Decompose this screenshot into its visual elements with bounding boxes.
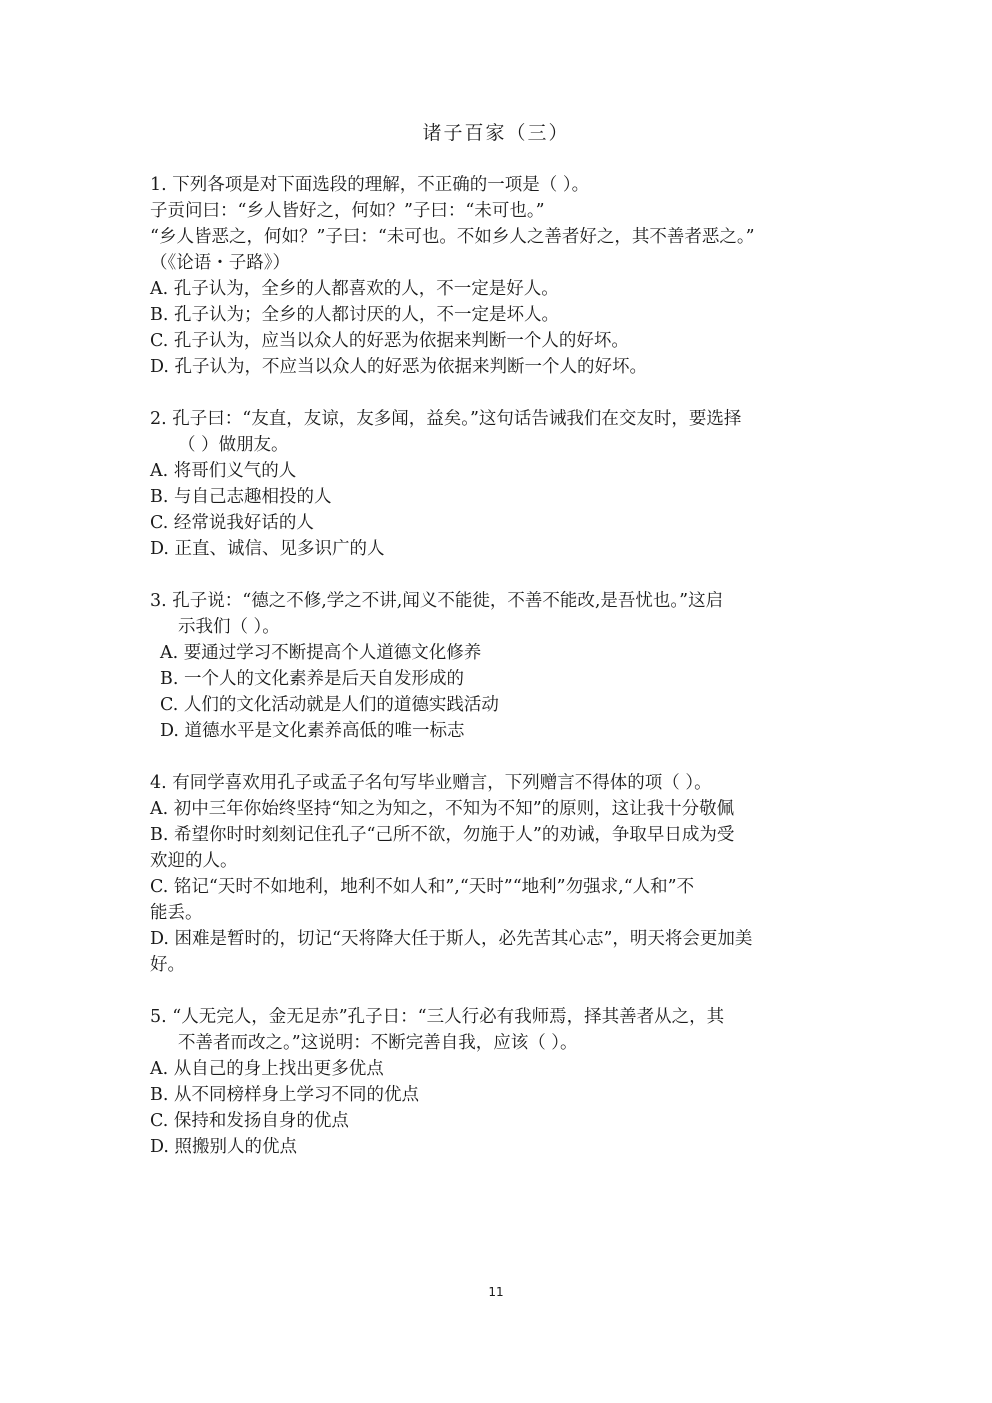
question-4 (150, 770, 850, 978)
question-stem: 2. 孔子曰：“友直，友谅，友多闻，益矣。”这句话告诫我们在交友时，要选择 (150, 409, 742, 429)
option-c: C. 保持和发扬自身的优点 (150, 1111, 349, 1131)
option-b: B. 希望你时时刻刻记住孔子“己所不欲，勿施于人”的劝诫，争取早日成为受 (150, 825, 735, 845)
question-5 (150, 1004, 850, 1160)
option-a: A. 初中三年你始终坚持“知之为知之，不知为不知”的原则，这让我十分敬佩 (150, 799, 735, 819)
option-d: D. 道德水平是文化素养高低的唯一标志 (160, 721, 465, 741)
question-stem: 1. 下列各项是对下面选段的理解，不正确的一项是（ ）。 (150, 175, 590, 195)
option-a: A. 将哥们义气的人 (150, 461, 297, 481)
page-title: 诸子百家（三） (422, 122, 570, 144)
option-d: D. 正直、诚信、见多识广的人 (150, 539, 385, 559)
option-b: B. 从不同榜样身上学习不同的优点 (150, 1085, 419, 1105)
question-2 (150, 406, 850, 562)
option-c: C. 孔子认为，应当以众人的好恶为依据来判断一个人的好坏。 (150, 331, 629, 351)
question-stem: 3. 孔子说：“德之不修,学之不讲,闻义不能徙，不善不能改,是吾忧也。”这启 (150, 591, 724, 611)
option-d: D. 困难是暂时的，切记“天将降大任于斯人，必先苦其心志”，明天将会更加美 (150, 929, 753, 949)
question-stem-cont: （ ）做朋友。 (178, 435, 289, 455)
question-stem: 5. “人无完人，金无足赤”孔子日：“三人行必有我师焉，择其善者从之，其 (150, 1007, 725, 1027)
option-d: D. 照搬别人的优点 (150, 1137, 298, 1157)
question-1 (150, 172, 850, 380)
question-stem-cont: 示我们（ ）。 (178, 617, 280, 637)
option-c: C. 经常说我好话的人 (150, 513, 314, 533)
question-stem-cont: 不善者而改之。”这说明：不断完善自我，应该（ ）。 (178, 1033, 578, 1053)
option-d: D. 孔子认为，不应当以众人的好恶为依据来判断一个人的好坏。 (150, 357, 648, 377)
page-number: 11 (488, 1285, 504, 1299)
question-stem: 4. 有同学喜欢用孔子或孟子名句写毕业赠言，下列赠言不得体的项（ ）。 (150, 773, 712, 793)
question-list (150, 172, 850, 1160)
question-3 (150, 588, 850, 744)
option-c: C. 人们的文化活动就是人们的道德实践活动 (160, 695, 499, 715)
option-c: C. 铭记“天时不如地利，地利不如人和”,“天时”“地利”勿强求,“人和”不 (150, 877, 695, 897)
option-b-cont: 欢迎的人。 (150, 851, 238, 871)
option-d-cont: 好。 (150, 955, 185, 975)
passage-line: “乡人皆恶之，何如？”子曰：“未可也。不如乡人之善者好之，其不善者恶之。” (150, 227, 755, 247)
option-b: B. 一个人的文化素养是后天自发形成的 (160, 669, 464, 689)
option-b: B. 孔子认为；全乡的人都讨厌的人，不一定是坏人。 (150, 305, 559, 325)
passage-source: （《论语・子路》） (150, 253, 290, 273)
option-a: A. 孔子认为，全乡的人都喜欢的人，不一定是好人。 (150, 279, 559, 299)
option-a: A. 从自己的身上找出更多优点 (150, 1059, 384, 1079)
passage-line: 子贡问曰：“乡人皆好之，何如？”子曰：“未可也。” (150, 201, 545, 221)
option-b: B. 与自己志趣相投的人 (150, 487, 332, 507)
option-c-cont: 能丢。 (150, 903, 203, 923)
option-a: A. 要通过学习不断提高个人道德文化修养 (160, 643, 482, 663)
